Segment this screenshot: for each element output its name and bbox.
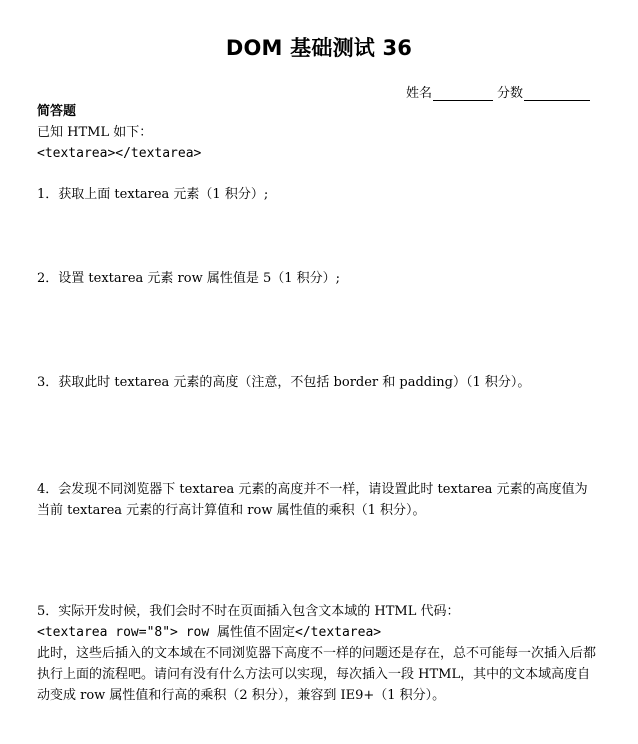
- code-snippet: <textarea></textarea>: [37, 146, 202, 161]
- question-3: 3．获取此时 textarea 元素的高度（注意，不包括 border 和 padding）（1 积分）。: [37, 375, 531, 390]
- page-title: DOM 基础测试 36: [225, 36, 413, 60]
- name-score-row: [406, 82, 590, 101]
- question-4: 4．会发现不同浏览器下 textarea 元素的高度并不一样，请设置此时 textarea 元素的高度值为当前 textarea 元素的行高计算值和 row 属性值的乘积（1 积分）。: [37, 482, 588, 518]
- question-5-intro: 5．实际开发时候，我们会时不时在页面插入包含文本域的 HTML 代码：: [37, 604, 460, 619]
- question-1: 1．获取上面 textarea 元素（1 积分）;: [37, 187, 269, 202]
- name-label: 姓名: [405, 86, 432, 101]
- intro-text: 已知 HTML 如下：: [37, 125, 153, 140]
- question-5-body: 此时，这些后插入的文本域在不同浏览器下高度不一样的问题还是存在，总不可能每一次插入后都执行上面的流程吧。请问有没有什么方法可以实现，每次插入一段 HTML，其中的文本域高度自动变成 row 属性值和行高的乘积（2 积分），兼容到 IE9+（1 积分）。: [37, 646, 597, 703]
- score-blank: [524, 86, 590, 101]
- question-5-code: <textarea row="8"> row 属性值不固定</textarea>: [37, 625, 382, 640]
- name-blank: [433, 86, 493, 101]
- score-label: 分数: [496, 86, 523, 101]
- question-2: 2．设置 textarea 元素 row 属性值是 5（1 积分）;: [37, 271, 341, 286]
- section-title: 简答题: [37, 104, 77, 119]
